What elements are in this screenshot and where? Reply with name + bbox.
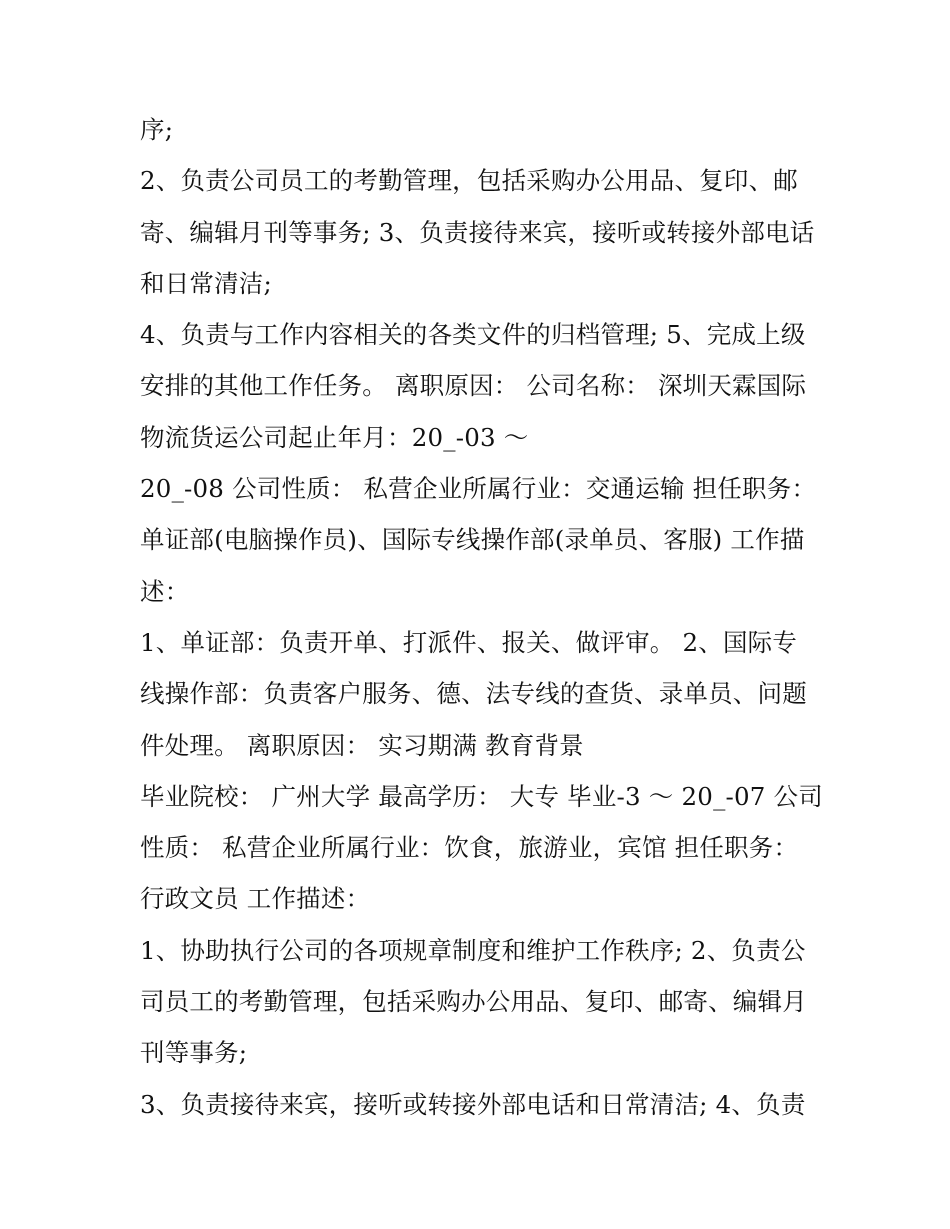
text-line: 4、负责与工作内容相关的各类文件的归档管理; 5、完成上级	[140, 320, 806, 350]
text-line: 件处理。 离职原因： 实习期满 教育背景	[140, 730, 584, 760]
text-line: 单证部(电脑操作员)、国际专线操作部(录单员、客服) 工作描	[140, 525, 805, 555]
text-line: 物流货运公司起止年月：20_-03 ～	[140, 422, 529, 452]
text-line: 线操作部：负责客户服务、德、法专线的查货、录单员、问题	[140, 679, 807, 709]
document-body	[140, 104, 830, 1130]
text-line: 1、协助执行公司的各项规章制度和维护工作秩序; 2、负责公	[140, 935, 806, 965]
text-line: 1、单证部：负责开单、打派件、报关、做评审。 2、国际专	[140, 627, 798, 657]
text-line: 毕业院校： 广州大学 最高学历： 大专 毕业-3 ～ 20_-07 公司	[140, 781, 823, 811]
text-line: 3、负责接待来宾，接听或转接外部电话和日常清洁; 4、负责	[140, 1089, 806, 1119]
text-line: 2、负责公司员工的考勤管理，包括采购办公用品、复印、邮	[140, 166, 798, 196]
text-line: 述：	[140, 576, 190, 606]
text-line: 和日常清洁;	[140, 268, 272, 298]
text-line: 寄、编辑月刊等事务; 3、负责接待来宾，接听或转接外部电话	[140, 217, 815, 247]
text-line: 刊等事务;	[140, 1038, 248, 1068]
text-line: 序;	[140, 115, 174, 144]
text-line: 司员工的考勤管理，包括采购办公用品、复印、邮寄、编辑月	[140, 987, 807, 1017]
text-line: 安排的其他工作任务。 离职原因： 公司名称： 深圳天霖国际	[140, 371, 807, 401]
text-line: 20_-08 公司性质： 私营企业所属行业：交通运输 担任职务：	[140, 474, 817, 504]
text-line: 性质： 私营企业所属行业：饮食，旅游业，宾馆 担任职务：	[140, 833, 799, 863]
text-line: 行政文员 工作描述：	[140, 884, 371, 914]
